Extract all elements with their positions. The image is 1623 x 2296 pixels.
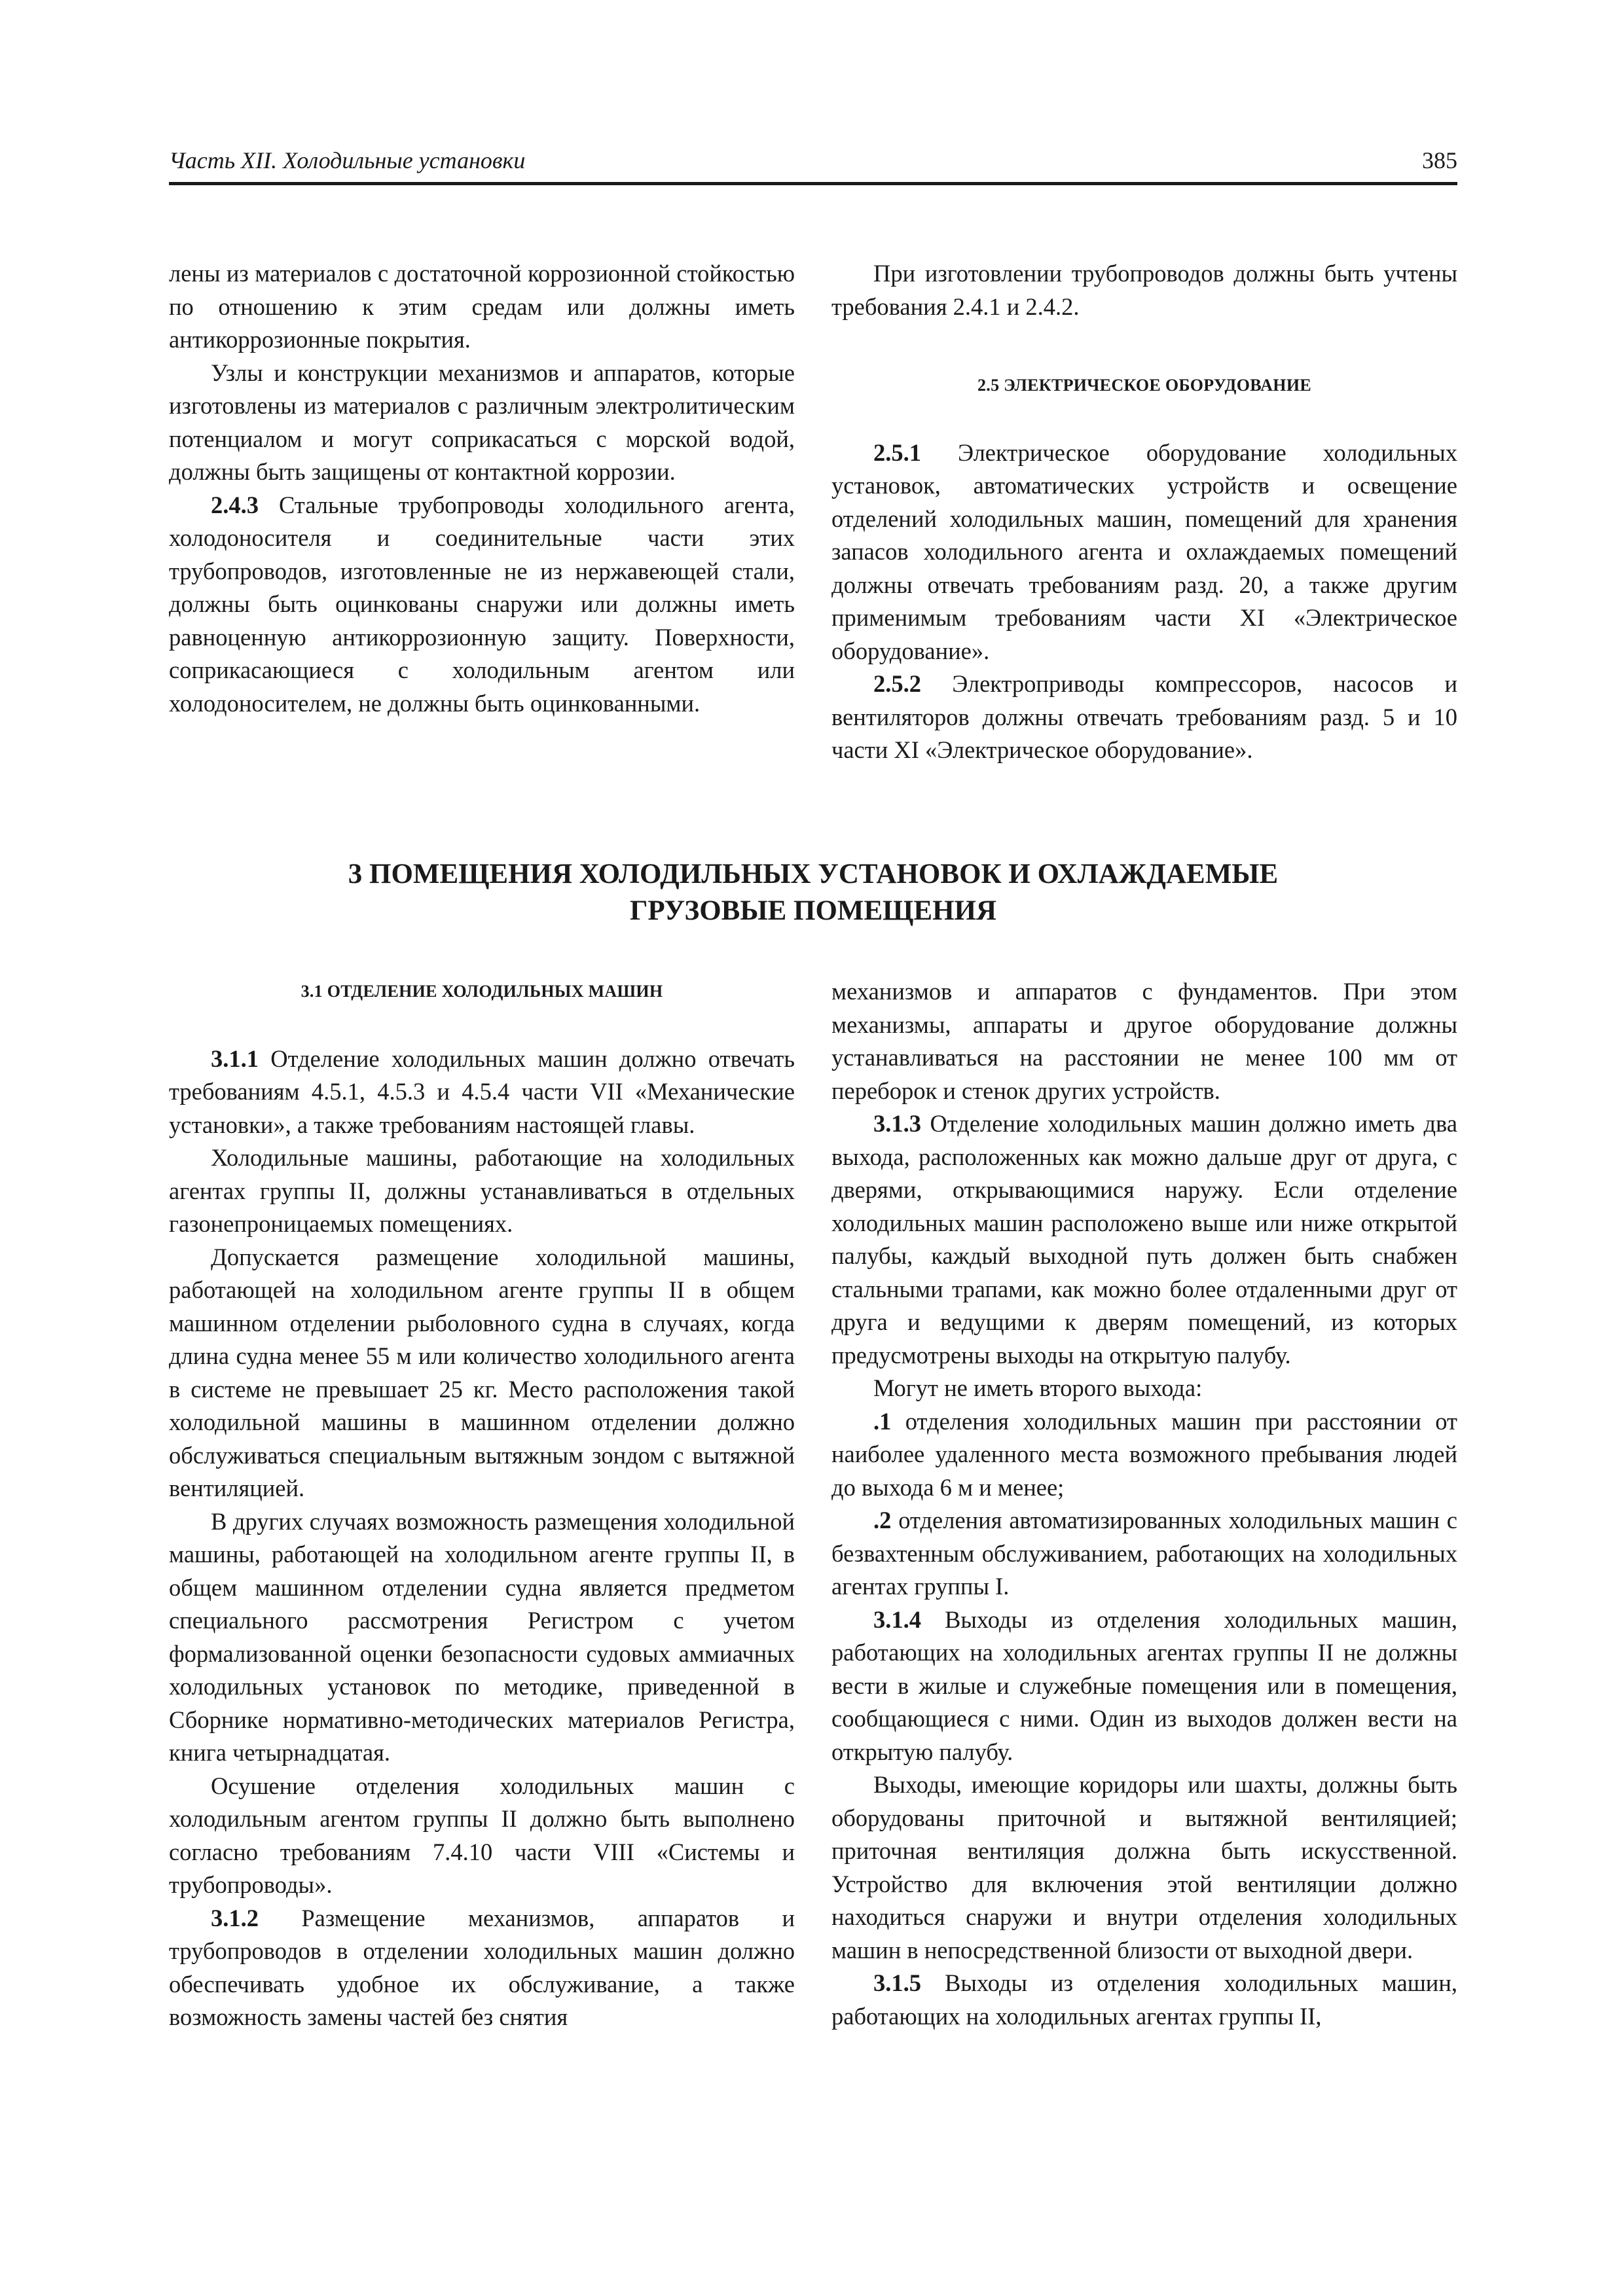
section-heading-3-1: 3.1 ОТДЕЛЕНИЕ ХОЛОДИЛЬНЫХ МАШИН xyxy=(301,982,663,1001)
paragraph: Осушение отделения холодильных машин с холодильным агентом группы II должно быть выполнено согласно требованиям 7.4.10 части VIII «Системы и трубопроводы». xyxy=(169,1772,795,1898)
paragraph: Могут не иметь второго выхода: xyxy=(873,1374,1203,1401)
list-item-2 xyxy=(831,1504,1457,1604)
clause-number: 3.1.3 xyxy=(873,1110,921,1137)
page-header xyxy=(169,145,1457,185)
list-text: отделения холодильных машин при расстоянии от наиболее удаленного места возможного пребывания людей до выхода 6 м и менее; xyxy=(831,1407,1457,1501)
clause-text: Электроприводы компрессоров, насосов и вентиляторов должны отвечать требованиям разд. 5 и 10 части XI «Электрическое оборудование». xyxy=(831,670,1457,763)
spacer xyxy=(831,403,1457,437)
paragraph-3-1-5 xyxy=(831,1967,1457,2033)
clause-text: Отделение холодильных машин должно иметь два выхода, расположенных как можно дальше друг от друга, с дверями, открывающимися наружу. Если отделение холодильных машин расположено выше или ниже открытой палубы, каждый выходной путь должен быть снабжен стальными трапами, как можно более отдаленными друг от друга и ведущими к дверям помещений, из которых предусмотрены выходы на открытую палубу. xyxy=(831,1110,1457,1369)
clause-text: Электрическое оборудование холодильных установок, автоматических устройств и освещение отделений холодильных машин, помещений для хранения запасов холодильного агента и охлаждаемых помещений должны отвечать требованиям разд. 20, а также другим применимым требованиям части XI «Электрическое оборудование». xyxy=(831,439,1457,664)
paragraph: При изготовлении трубопроводов должны быть учтены требования 2.4.1 и 2.4.2. xyxy=(831,260,1457,320)
clause-text: Отделение холодильных машин должно отвечать требованиям 4.5.1, 4.5.3 и 4.5.4 части VII «Механические установки», а также требованиям настоящей главы. xyxy=(169,1045,795,1138)
paragraph: Узлы и конструкции механизмов и аппаратов, которые изготовлены из материалов с различным электролитическим потенциалом и могут соприкасаться с морской водой, должны быть защищены от контактной коррозии. xyxy=(169,359,795,485)
spacer xyxy=(831,323,1457,369)
paragraph: Допускается размещение холодильной машины, работающей на холодильном агенте группы II в общем машинном отделении рыболовного судна в случаях, когда длина судна менее 55 м или количество холодильного агента в системе не превышает 25 кг. Место расположения такой холодильной машины в машинном отделении должно обслуживаться специальным вытяжным зондом с вытяжной вентиляцией. xyxy=(169,1243,795,1501)
running-title: Часть XII. Холодильные установки xyxy=(169,147,526,173)
page-number: 385 xyxy=(1422,147,1457,173)
column-top-right xyxy=(831,257,1457,767)
column-bottom-left xyxy=(169,975,795,2034)
clause-number: 3.1.1 xyxy=(211,1045,259,1072)
clause-number: 3.1.2 xyxy=(211,1904,259,1931)
clause-number: 2.5.2 xyxy=(873,670,921,697)
chapter-heading-line: ГРУЗОВЫЕ ПОМЕЩЕНИЯ xyxy=(629,895,997,926)
paragraph: механизмов и аппаратов с фундаментов. При этом механизмы, аппараты и другое оборудование должны устанавливаться на расстоянии не менее 100 мм от переборок и стенок других устройств. xyxy=(831,978,1457,1104)
paragraph-3-1-1 xyxy=(169,1043,795,1142)
list-number: .2 xyxy=(873,1507,892,1534)
clause-text: Стальные трубопроводы холодильного агента, холодоносителя и соединительные части этих трубопроводов, изготовленные не из нержавеющей стали, должны быть оцинкованы снаружи или должны иметь равноценную антикоррозионную защиту. Поверхности, соприкасающиеся с холодильным агентом или холодоносителем, не должны быть оцинкованными. xyxy=(169,491,795,717)
list-number: .1 xyxy=(873,1407,892,1435)
section-heading-2-5: 2.5 ЭЛЕКТРИЧЕСКОЕ ОБОРУДОВАНИЕ xyxy=(977,376,1311,395)
spacer xyxy=(169,1009,795,1043)
clause-number: 2.5.1 xyxy=(873,439,921,466)
clause-text: Выходы из отделения холодильных машин, работающих на холодильных агентах группы II не должны вести в жилые и служебные помещения или в помещения, сообщающиеся с ними. Один из выходов должен вести на открытую палубу. xyxy=(831,1605,1457,1765)
list-text: отделения автоматизированных холодильных машин с безвахтенным обслуживанием, работающих на холодильных агентах группы I. xyxy=(831,1507,1457,1600)
paragraph-2-5-1 xyxy=(831,437,1457,668)
column-bottom-right xyxy=(831,975,1457,2033)
paragraph: В других случаях возможность размещения холодильной машины, работающей на холодильном агенте группы II, в общем машинном отделении судна является предметом специального рассмотрения Регистром с учетом формализованной оценки безопасности судовых аммиачных холодильных установок по методике, приведенной в Сборнике нормативно-методических материалов Регистра, книга четырнадцатая. xyxy=(169,1507,795,1766)
clause-text: Выходы из отделения холодильных машин, работающих на холодильных агентах группы II, xyxy=(831,1969,1457,2030)
paragraph-3-1-3 xyxy=(831,1107,1457,1372)
clause-number: 3.1.5 xyxy=(873,1969,921,1996)
paragraph: Выходы, имеющие коридоры или шахты, должны быть оборудованы приточной и вытяжной вентиляцией; приточная вентиляция должна быть искусственной. Устройство для включения этой вентиляции должно находиться снаружи и внутри отделения холодильных машин в непосредственной близости от выходной двери. xyxy=(831,1771,1457,1964)
paragraph-2-4-3 xyxy=(169,489,795,721)
clause-number: 3.1.4 xyxy=(873,1605,921,1633)
chapter-heading xyxy=(169,856,1457,929)
chapter-heading-line: 3 ПОМЕЩЕНИЯ ХОЛОДИЛЬНЫХ УСТАНОВОК И ОХЛАЖДАЕМЫЕ xyxy=(348,859,1279,889)
paragraph-3-1-2 xyxy=(169,1902,795,2034)
paragraph: Холодильные машины, работающие на холодильных агентах группы II, должны устанавливаться в отдельных газонепроницаемых помещениях. xyxy=(169,1144,795,1237)
paragraph-2-5-2 xyxy=(831,668,1457,767)
clause-text: Размещение механизмов, аппаратов и трубопроводов в отделении холодильных машин должно обеспечивать удобное их обслуживание, а также возможность замены частей без снятия xyxy=(169,1904,795,2030)
list-item-1 xyxy=(831,1405,1457,1505)
paragraph: лены из материалов с достаточной коррозионной стойкостью по отношению к этим средам или должны иметь антикоррозионные покрытия. xyxy=(169,260,795,353)
clause-number: 2.4.3 xyxy=(211,491,259,518)
column-top-left xyxy=(169,257,795,720)
paragraph-3-1-4 xyxy=(831,1604,1457,1769)
